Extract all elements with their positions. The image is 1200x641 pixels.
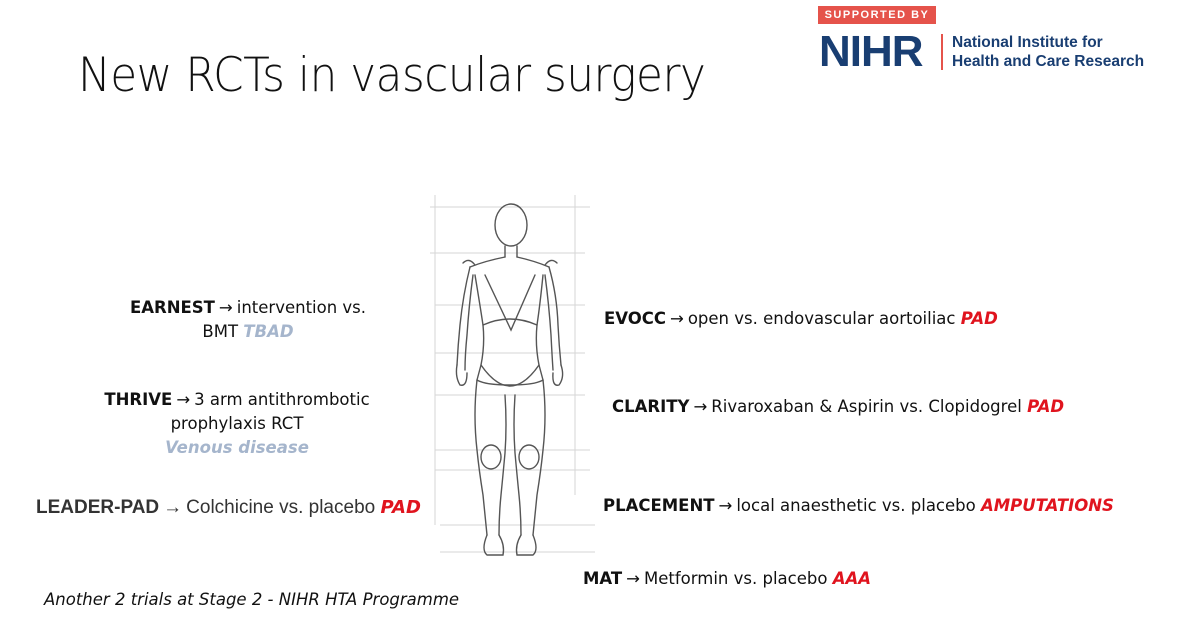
trial-description: 3 arm antithrombotic [194, 390, 370, 409]
slide-footer-note: Another 2 trials at Stage 2 - NIHR HTA Programme [44, 590, 460, 609]
trial-mat [583, 567, 871, 591]
supported-by-badge: SUPPORTED BY [818, 6, 936, 24]
trial-clarity [612, 395, 1064, 419]
trial-name: EVOCC [604, 309, 666, 328]
trial-tag: TBAD [243, 322, 294, 341]
nihr-logo [818, 6, 1178, 76]
trial-placement [603, 494, 1114, 518]
trial-tag: AMPUTATIONS [980, 496, 1114, 515]
logo-name-line2: Health and Care Research [952, 53, 1145, 70]
trial-description: Metformin vs. placebo [644, 569, 828, 588]
trial-description: BMT [202, 322, 239, 341]
nihr-wordmark: NIHR [819, 27, 923, 76]
trial-description: prophylaxis RCT [170, 414, 304, 433]
arrow-icon: → [218, 298, 233, 317]
trial-description: intervention vs. [236, 298, 367, 317]
trial-evocc [604, 307, 998, 331]
arrow-icon: → [163, 497, 183, 518]
trial-tag: PAD [1027, 397, 1065, 416]
arrow-icon: → [626, 569, 640, 588]
trial-name: PLACEMENT [603, 496, 715, 515]
trial-tag: PAD [960, 309, 998, 328]
trial-name: CLARITY [612, 397, 690, 416]
trial-description: Colchicine vs. placebo [186, 497, 376, 518]
arrow-icon: → [670, 309, 684, 328]
arrow-icon: → [176, 390, 191, 409]
trial-earnest-line1 [112, 296, 384, 320]
arrow-icon: → [693, 397, 708, 416]
trial-description: Rivaroxaban & Aspirin vs. Clopidogrel [711, 397, 1022, 416]
trial-name: THRIVE [104, 390, 173, 409]
trial-description: local anaesthetic vs. placebo [736, 496, 976, 515]
trial-thrive [82, 388, 392, 460]
trial-tag: Venous disease [165, 438, 309, 457]
trial-description: open vs. endovascular aortoiliac [687, 309, 956, 328]
logo-name-line1: National Institute for [952, 34, 1103, 51]
arrow-icon: → [718, 496, 733, 515]
trial-name: MAT [583, 569, 623, 588]
human-figure-sketch [425, 195, 595, 565]
trial-tag: AAA [832, 569, 871, 588]
trial-leader-pad [36, 496, 421, 520]
trial-earnest-line2 [112, 320, 384, 344]
slide-title: New RCTs in vascular surgery [78, 48, 706, 103]
trial-name: LEADER-PAD [36, 497, 160, 518]
trial-tag: PAD [380, 497, 421, 518]
logo-institute-name [952, 33, 1144, 71]
trial-name: EARNEST [129, 298, 215, 317]
trial-earnest [112, 296, 384, 344]
logo-divider [941, 34, 943, 70]
trial-thrive-line1 [82, 388, 392, 412]
